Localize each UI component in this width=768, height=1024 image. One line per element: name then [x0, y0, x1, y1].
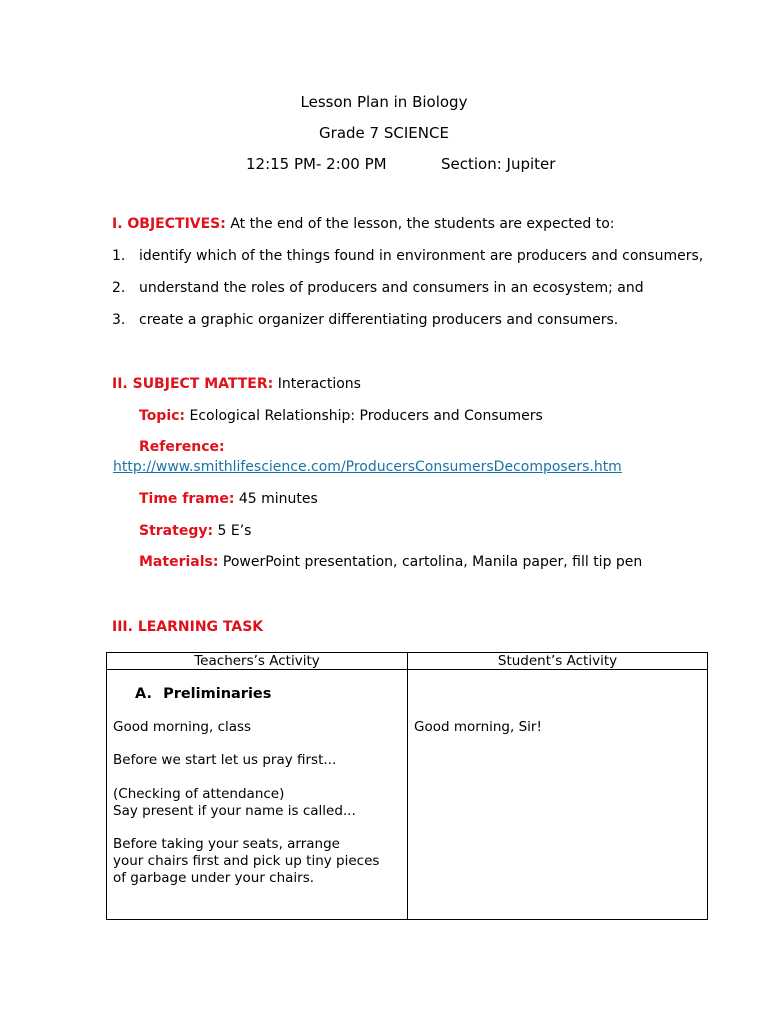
student-activity-cell — [408, 670, 708, 920]
strategy-line — [139, 523, 251, 539]
student-line: Good morning, Sir! — [414, 719, 542, 735]
objective-item — [112, 312, 619, 328]
materials-label: Materials: — [139, 554, 219, 570]
teacher-line: of garbage under your chairs. — [113, 870, 315, 886]
strategy-value: 5 E’s — [217, 523, 252, 539]
objective-number: 2. — [112, 280, 126, 296]
objectives-intro: At the end of the lesson, the students are expected to: — [230, 216, 615, 232]
objectives-heading — [112, 216, 614, 232]
teacher-line: Say present if your name is called... — [113, 803, 356, 819]
objective-text: identify which of the things found in environment are producers and consumers, — [139, 248, 704, 264]
topic-label: Topic: — [139, 408, 186, 424]
teacher-column-header: Teachers’s Activity — [107, 653, 408, 670]
materials-line — [139, 554, 642, 570]
preliminaries-title: Preliminaries — [163, 686, 272, 702]
subject-matter-label: II. SUBJECT MATTER: — [112, 376, 274, 392]
objectives-label: I. OBJECTIVES: — [112, 216, 226, 232]
objective-item — [112, 248, 704, 264]
preliminaries-heading — [135, 686, 271, 703]
section-line: Section: Jupiter — [441, 155, 556, 173]
learning-task-table — [106, 652, 708, 920]
subject-matter-heading — [112, 376, 361, 392]
student-column-header: Student’s Activity — [408, 653, 708, 670]
objective-number: 3. — [112, 312, 126, 328]
teacher-line: your chairs first and pick up tiny pieces — [113, 853, 380, 869]
timeframe-line — [139, 491, 318, 507]
subject-matter-value: Interactions — [277, 376, 361, 392]
reference-label: Reference: — [139, 439, 225, 455]
grade-line: Grade 7 SCIENCE — [319, 124, 449, 142]
teacher-activity-cell — [107, 670, 408, 920]
teacher-line: Before taking your seats, arrange — [113, 836, 340, 852]
objective-text: understand the roles of producers and consumers in an ecosystem; and — [139, 280, 644, 296]
objective-number: 1. — [112, 248, 126, 264]
materials-value: PowerPoint presentation, cartolina, Manila paper, fill tip pen — [222, 554, 643, 570]
timeframe-label: Time frame: — [139, 491, 235, 507]
strategy-label: Strategy: — [139, 523, 214, 539]
time-line: 12:15 PM- 2:00 PM — [246, 155, 387, 173]
reference-link[interactable]: http://www.smithlifescience.com/ProducersConsumersDecomposers.htm — [113, 459, 622, 475]
learning-task-heading: III. LEARNING TASK — [112, 619, 264, 635]
teacher-line: Good morning, class — [113, 719, 252, 735]
teacher-line: Before we start let us pray first... — [113, 752, 337, 768]
objective-text: create a graphic organizer differentiating producers and consumers. — [139, 312, 619, 328]
preliminaries-letter: A. — [135, 686, 152, 702]
timeframe-value: 45 minutes — [238, 491, 318, 507]
topic-line — [139, 408, 543, 424]
teacher-line: (Checking of attendance) — [113, 786, 285, 802]
objective-item — [112, 280, 644, 296]
topic-value: Ecological Relationship: Producers and Consumers — [189, 408, 543, 424]
document-title: Lesson Plan in Biology — [300, 93, 468, 111]
